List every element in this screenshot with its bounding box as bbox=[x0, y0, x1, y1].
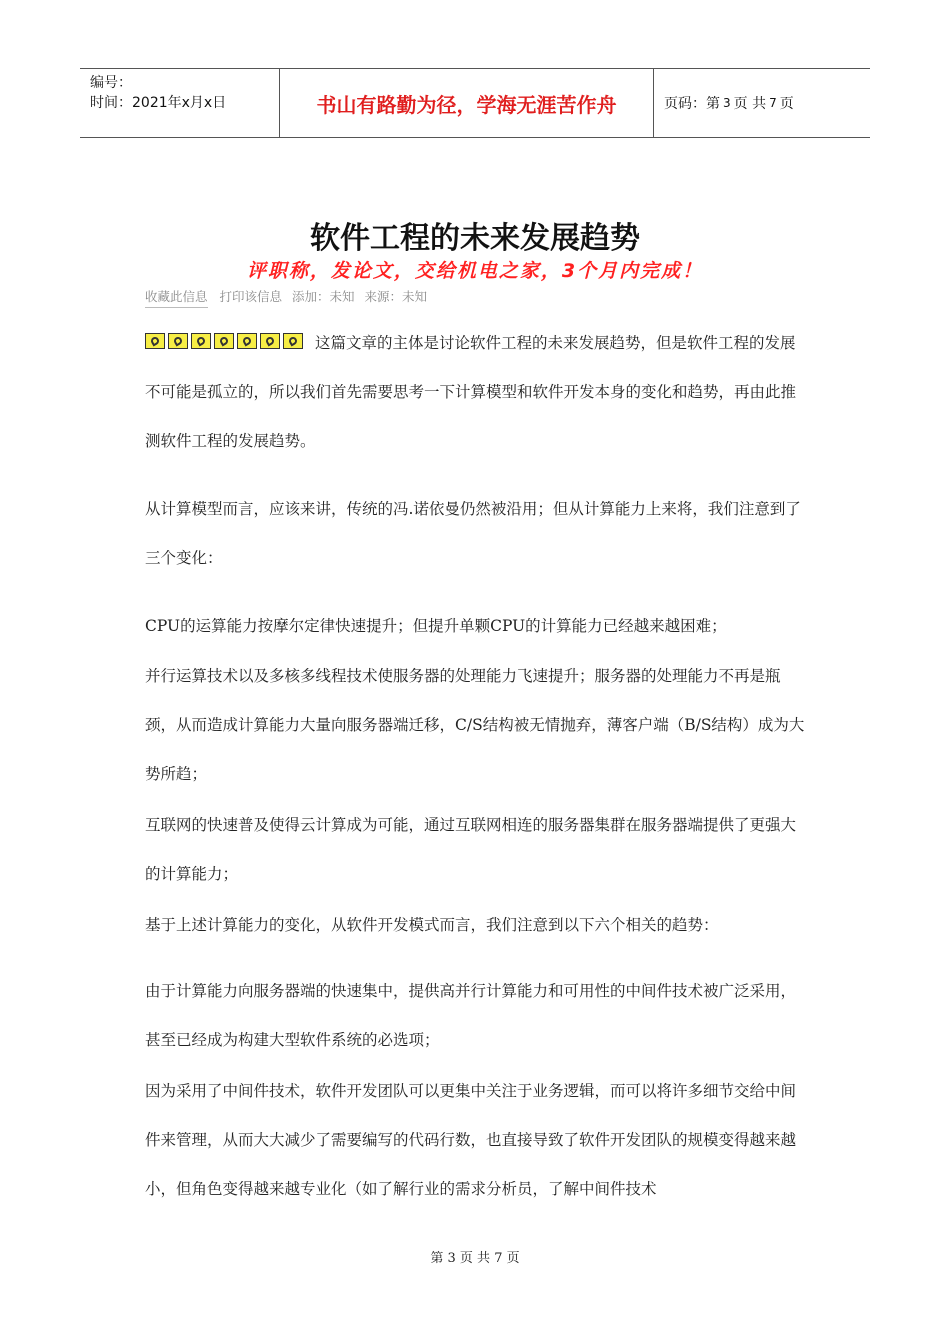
paragraph: 基于上述计算能力的变化，从软件开发模式而言，我们注意到以下六个相关的趋势： bbox=[145, 916, 719, 934]
page-total: 7 bbox=[769, 96, 777, 110]
header-motto: 书山有路勤为径，学海无涯苦作舟 bbox=[280, 69, 654, 137]
article-title: 软件工程的未来发展趋势 bbox=[310, 221, 640, 256]
paragraph: 从计算模型而言，应该来讲，传统的冯.诺依曼仍然被沿用；但从计算能力上来将，我们注意到了三个变化： bbox=[145, 500, 801, 567]
page-prefix: 页码：第 bbox=[664, 96, 720, 112]
favorite-link[interactable]: 收藏此信息 bbox=[145, 289, 208, 308]
page-number: 3 bbox=[723, 96, 731, 110]
source-info: 来源：未知 bbox=[364, 289, 428, 304]
header-info bbox=[80, 69, 280, 137]
promo-slogan: 评职称，发论文，交给机电之家，3个月内完成！ bbox=[246, 260, 704, 282]
paragraph: CPU的运算能力按摩尔定律快速提升；但提升单颗CPU的计算能力已经越来越困难； bbox=[145, 617, 727, 635]
paragraph: 这篇文章的主体是讨论软件工程的未来发展趋势，但是软件工程的发展不可能是孤立的，所以我们首先需要思考一下计算模型和软件开发本身的变化和趋势，再由此推测软件工程的发展趋势。 bbox=[145, 334, 797, 450]
print-link[interactable]: 打印该信息 bbox=[219, 289, 283, 304]
page-header bbox=[80, 68, 870, 138]
number-label: 编号： bbox=[90, 75, 132, 91]
paragraph: 因为采用了中间件技术，软件开发团队可以更集中关注于业务逻辑，而可以将许多细节交给中间件来管理，从而大大减少了需要编写的代码行数，也直接导致了软件开发团队的规模变得越来越小，但角色变得越来越专业化（如了解行业的需求分析员，了解中间件技术 bbox=[145, 1082, 797, 1198]
page-mid: 页 共 bbox=[733, 96, 767, 112]
page-footer: 第 3 页 共 7 页 bbox=[430, 1251, 520, 1266]
article-meta bbox=[145, 287, 433, 305]
paragraph: 由于计算能力向服务器端的快速集中，提供高并行计算能力和可用性的中间件技术被广泛采用，甚至已经成为构建大型软件系统的必选项； bbox=[145, 982, 797, 1049]
time-label: 时间：2021年x月x日 bbox=[90, 95, 227, 111]
page-suffix: 页 bbox=[779, 96, 794, 112]
header-page-info bbox=[654, 69, 870, 137]
added-info: 添加：未知 bbox=[292, 289, 355, 304]
paragraph: 并行运算技术以及多核多线程技术使服务器的处理能力飞速提升；服务器的处理能力不再是瓶颈，从而造成计算能力大量向服务器端迁移，C/S结构被无情抛弃，薄客户端（B/S结构）成为大势所趋； bbox=[145, 667, 805, 783]
paragraph: 互联网的快速普及使得云计算成为可能，通过互联网相连的服务器集群在服务器端提供了更强大的计算能力； bbox=[145, 816, 797, 883]
